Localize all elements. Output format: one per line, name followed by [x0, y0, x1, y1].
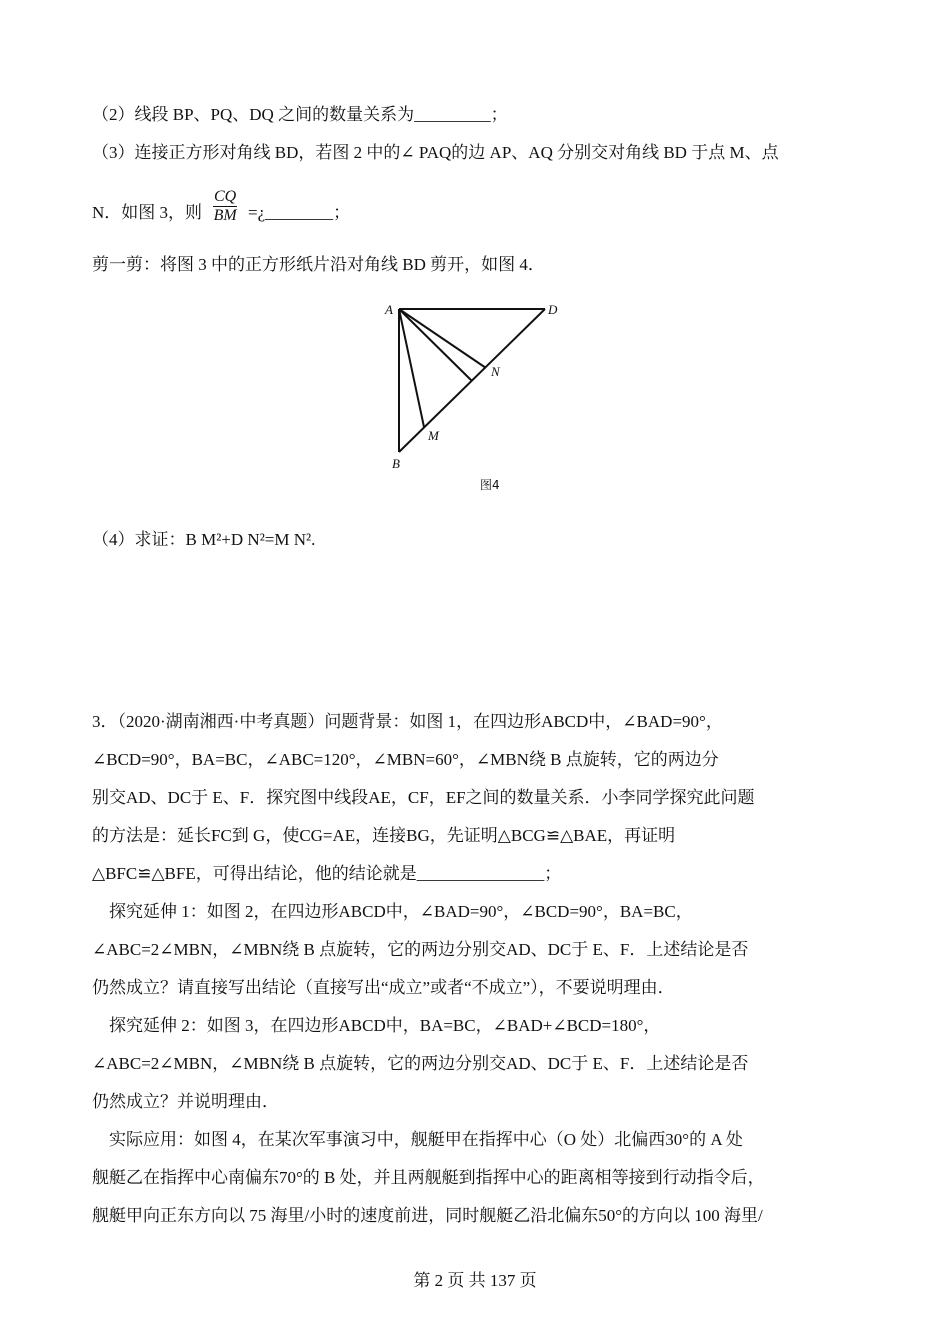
question-3-line-2-prefix: N．如图 3，则	[92, 203, 203, 222]
problem-3-line: 的方法是：延长FC到 G，使CG=AE，连接BG，先证明△BCG≌△BAE，再证明	[92, 826, 676, 845]
figure-caption: 图4	[480, 478, 500, 492]
segment-a-inner	[399, 309, 472, 381]
label-m: M	[428, 428, 439, 443]
problem-3-line: 仍然成立？并说明理由．	[92, 1092, 279, 1111]
fraction-denominator: BM	[213, 207, 237, 224]
label-a: A	[385, 302, 393, 317]
problem-3-line: 探究延伸 2：如图 3，在四边形ABCD中，BA=BC，∠BAD+∠BCD=180°，	[92, 1016, 661, 1035]
problem-3-line: 3．（2020·湖南湘西·中考真题）问题背景：如图 1，在四边形ABCD中，∠BAD=90°，	[92, 712, 723, 731]
question-3-line-1: （3）连接正方形对角线 BD，若图 2 中的∠ PAQ的边 AP、AQ 分别交对角线 BD 于点 M、点	[92, 143, 779, 162]
problem-3-line: ∠ABC=2∠MBN，∠MBN绕 B 点旋转，它的两边分别交AD、DC于 E、F．上述结论是否	[92, 1054, 749, 1073]
segment-an	[399, 309, 486, 368]
problem-3-line: △BFC≌△BFE，可得出结论，他的结论就是_______________；	[92, 864, 562, 883]
problem-3-line: ∠BCD=90°，BA=BC，∠ABC=120°，∠MBN=60°，∠MBN绕 B 点旋转，它的两边分	[92, 750, 719, 769]
label-d: D	[548, 302, 558, 317]
fraction-cq-over-bm	[213, 188, 237, 225]
problem-3-line: 舰艇甲向正东方向以 75 海里/小时的速度前进，同时舰艇乙沿北偏东50°的方向以 100 海里/	[92, 1206, 763, 1225]
segment-am	[399, 309, 424, 427]
fraction-numerator: CQ	[214, 188, 237, 205]
problem-3-line: 舰艇乙在指挥中心南偏东70°的 B 处，并且两舰艇到指挥中心的距离相等接到行动指令后，	[92, 1168, 765, 1187]
question-2-line: （2）线段 BP、PQ、DQ 之间的数量关系为_________；	[92, 105, 508, 124]
page-footer: 第 2 页 共 137 页	[413, 1271, 537, 1290]
problem-3-line: 实际应用：如图 4，在某次军事演习中，舰艇甲在指挥中心（O 处）北偏西30°的 A 处	[92, 1130, 743, 1149]
cut-instruction-line: 剪一剪：将图 3 中的正方形纸片沿对角线 BD 剪开，如图 4．	[92, 255, 545, 274]
problem-3-line: ∠ABC=2∠MBN，∠MBN绕 B 点旋转，它的两边分别交AD、DC于 E、F．上述结论是否	[92, 940, 749, 959]
label-n: N	[491, 364, 500, 379]
label-b: B	[392, 456, 400, 471]
problem-3-line: 探究延伸 1：如图 2，在四边形ABCD中，∠BAD=90°，∠BCD=90°，BA=BC，	[92, 902, 693, 921]
question-4-line: （4）求证：B M²+D N²=M N².	[92, 530, 316, 549]
problem-3-line: 别交AD、DC于 E、F．探究图中线段AE，CF，EF之间的数量关系．小李同学探究此问题	[92, 788, 755, 807]
problem-3-line: 仍然成立？请直接写出结论（直接写出“成立”或者“不成立”），不要说明理由．	[92, 978, 675, 997]
question-3-line-2-suffix: =¿________；	[248, 203, 351, 222]
figure-4-triangle	[380, 296, 570, 496]
